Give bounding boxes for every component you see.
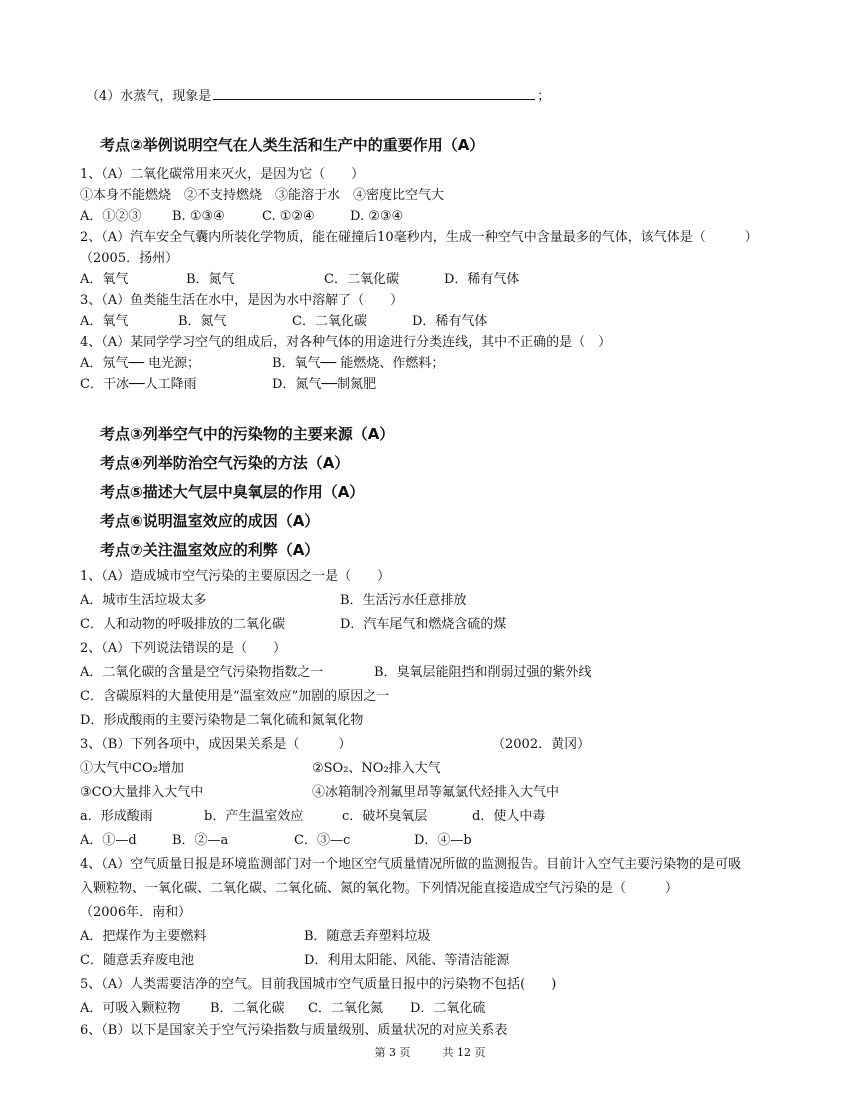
s2-q2-source: （2005．扬州） [80, 251, 179, 266]
vapor-prefix: （4）水蒸气，现象是 [86, 89, 212, 104]
page-footer [0, 1046, 860, 1060]
section-title-2: 考点②举例说明空气在人类生活和生产中的重要作用（A） [100, 136, 485, 154]
option[interactable]: D．稀有气体 [444, 272, 520, 287]
section-title-4: 考点④列举防治空气污染的方法（A） [100, 454, 350, 472]
option[interactable]: C．干冰──人工降雨 [80, 377, 197, 392]
option[interactable]: C．随意丢弃废电池 [80, 953, 194, 968]
option[interactable]: A．城市生活垃圾太多 [80, 593, 207, 608]
cause-item: ③CO大量排入大气中 [80, 785, 204, 800]
option[interactable]: B．②—a [172, 833, 229, 848]
page-number: 第 3 页 [374, 1046, 411, 1059]
s3-q2-option-c[interactable]: C．含碳原料的大量使用是“温室效应”加剧的原因之一 [80, 689, 390, 704]
vapor-suffix: ； [537, 89, 551, 104]
option[interactable]: A．把煤作为主要燃料 [80, 929, 207, 944]
option[interactable]: B．生活污水任意排放 [340, 593, 467, 608]
s3-q4-stem-line2: 入颗粒物、一氧化碳、二氧化碳、二氧化硫、氮的氧化物。下列情况能直接造成空气污染的是（ ） [80, 881, 679, 896]
s3-q2-option-d[interactable]: D．形成酸雨的主要污染物是二氧化硫和氮氧化物 [80, 713, 364, 728]
option[interactable]: B．氮气 [178, 314, 227, 329]
option[interactable]: B．氮气 [186, 272, 235, 287]
section-title-3: 考点③列举空气中的污染物的主要来源（A） [100, 425, 395, 443]
s3-q3-source: （2002．黄冈） [492, 737, 591, 752]
effect-item: b．产生温室效应 [204, 809, 304, 824]
option[interactable]: A．二氧化碳的含量是空气污染物指数之一 [80, 665, 324, 680]
effect-item: d．使人中毒 [472, 809, 546, 824]
option[interactable]: C．二氧化碳 [292, 314, 367, 329]
option[interactable]: A．可吸入颗粒物 [80, 1001, 181, 1016]
cause-item: ②SO₂、NO₂排入大气 [312, 761, 441, 776]
option[interactable]: C．二氧化氮 [308, 1001, 383, 1016]
s2-q1-stem: 1、（A）二氧化碳常用来灭火，是因为它（ ） [80, 167, 365, 182]
option[interactable]: B．随意丢弃塑料垃圾 [304, 929, 431, 944]
option[interactable]: A．氧气 [80, 314, 129, 329]
s3-q2-stem: 2、（A）下列说法错误的是（ ） [80, 641, 287, 656]
s3-q6-stem: 6、（B）以下是国家关于空气污染指数与质量级别、质量状况的对应关系表 [80, 1023, 508, 1038]
option[interactable]: C．人和动物的呼吸排放的二氧化碳 [80, 617, 285, 632]
option[interactable]: C. ①②④ [262, 209, 315, 224]
s3-q1-stem: 1、（A）造成城市空气污染的主要原因之一是（ ） [80, 569, 391, 584]
s3-q4-source: （2006年．南和） [80, 905, 192, 920]
option[interactable]: C．二氧化碳 [324, 272, 399, 287]
s2-q3-stem: 3、（A）鱼类能生活在水中，是因为水中溶解了（ ） [80, 293, 404, 308]
effect-item: c．破坏臭氧层 [342, 809, 428, 824]
option[interactable]: A．氧气 [80, 272, 129, 287]
option[interactable]: B．氧气── 能燃烧、作燃料； [272, 356, 445, 371]
option[interactable]: B. ①③④ [172, 209, 225, 224]
effect-item: a．形成酸雨 [80, 809, 153, 824]
option[interactable]: A．①②③ [80, 209, 142, 224]
option[interactable]: D．利用太阳能、风能、等清洁能源 [304, 953, 510, 968]
s2-q4-stem: 4、（A）某同学学习空气的组成后，对各种气体的用途进行分类连线，其中不正确的是（ ） [80, 335, 612, 350]
option[interactable]: D．④—b [414, 833, 472, 848]
answer-blank[interactable] [213, 87, 535, 100]
s3-q4-stem-line1: 4、（A）空气质量日报是环境监测部门对一个地区空气质量情况所做的监测报告。目前计入空气主要污染物的是可吸 [80, 857, 742, 872]
page-total: 共 12 页 [442, 1046, 486, 1059]
option[interactable]: B．臭氧层能阻挡和削弱过强的紫外线 [374, 665, 592, 680]
section-title-7: 考点⑦关注温室效应的利弊（A） [100, 541, 320, 559]
s2-q2-stem: 2、（A）汽车安全气囊内所装化学物质，能在碰撞后10毫秒内，生成一种空气中含量最多的气体，该气体是（ ） [80, 230, 758, 245]
option[interactable]: D．氮气──制氮肥 [272, 377, 377, 392]
option[interactable]: D．二氧化硫 [410, 1001, 486, 1016]
option[interactable]: B．二氧化碳 [210, 1001, 285, 1016]
option[interactable]: D．稀有气体 [412, 314, 488, 329]
option[interactable]: C．③—c [294, 833, 351, 848]
cause-item: ①大气中CO₂增加 [80, 761, 184, 776]
s3-q3-stem: 3、（B）下列各项中，成因果关系是（ ） [80, 737, 352, 752]
section-title-5: 考点⑤描述大气层中臭氧层的作用（A） [100, 483, 365, 501]
option[interactable]: A．氖气── 电光源； [80, 356, 201, 371]
section-title-6: 考点⑥说明温室效应的成因（A） [100, 512, 320, 530]
cause-item: ④冰箱制冷剂氟里昂等氟氯代烃排入大气中 [312, 785, 560, 800]
s3-q5-stem: 5、（A）人类需要洁净的空气。目前我国城市空气质量日报中的污染物不包括( ) [80, 977, 557, 992]
vapor-question [86, 87, 550, 106]
option[interactable]: A．①—d [80, 833, 137, 848]
option[interactable]: D．汽车尾气和燃烧含硫的煤 [340, 617, 507, 632]
s2-q1-statements: ①本身不能燃烧 ②不支持燃烧 ③能溶于水 ④密度比空气大 [80, 188, 445, 203]
option[interactable]: D. ②③④ [350, 209, 404, 224]
